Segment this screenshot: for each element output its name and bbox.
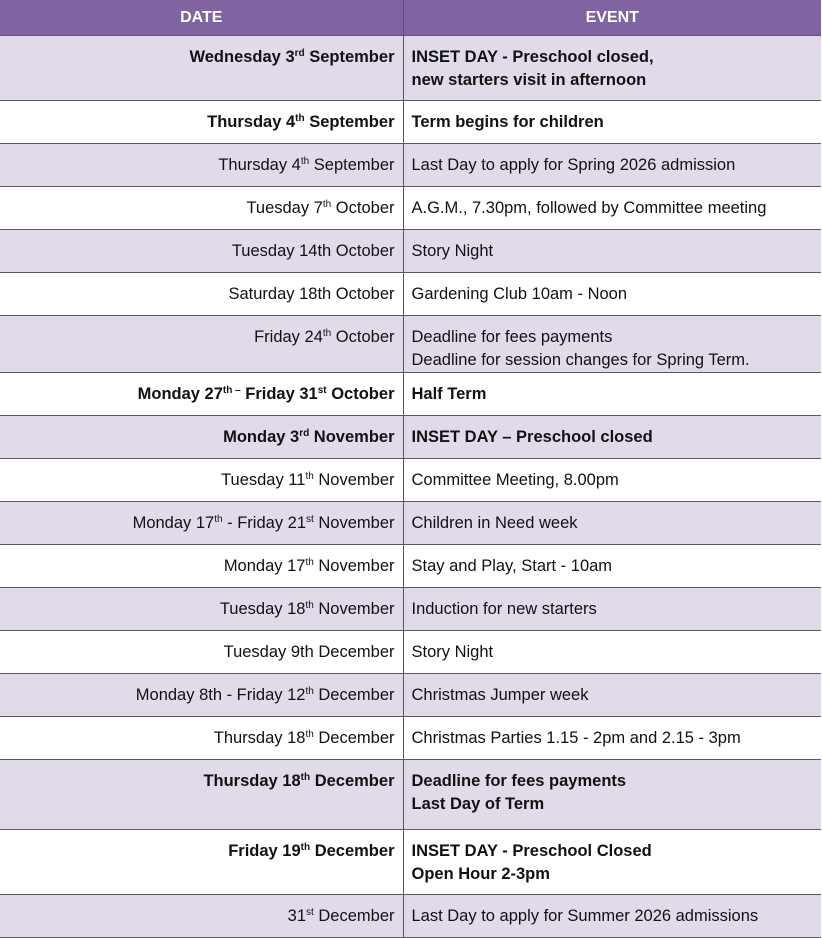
table-row [0, 416, 821, 459]
date-cell: Tuesday 11th November [0, 459, 403, 502]
table-row [0, 273, 821, 316]
event-cell: Gardening Club 10am - Noon [403, 273, 821, 316]
table-row [0, 717, 821, 760]
event-cell: INSET DAY - Preschool Closed Open Hour 2-3pm [403, 830, 821, 895]
date-cell: Thursday 4th September [0, 101, 403, 144]
table-row [0, 588, 821, 631]
date-cell: Monday 3rd November [0, 416, 403, 459]
date-cell: Monday 17th - Friday 21st November [0, 502, 403, 545]
table-row [0, 631, 821, 674]
table-row [0, 36, 821, 101]
table-row [0, 760, 821, 830]
date-cell: Friday 19th December [0, 830, 403, 895]
event-cell: Christmas Jumper week [403, 674, 821, 717]
table-row [0, 230, 821, 273]
event-cell: Children in Need week [403, 502, 821, 545]
date-cell: Monday 8th - Friday 12th December [0, 674, 403, 717]
date-cell: Monday 17th November [0, 545, 403, 588]
date-cell: Monday $27^{th -}$ Friday 31st October [0, 373, 403, 416]
date-cell: Thursday 18th December [0, 717, 403, 760]
date-cell: Friday 24th October [0, 316, 403, 373]
table-row [0, 101, 821, 144]
event-cell: Committee Meeting, 8.00pm [403, 459, 821, 502]
table-row [0, 459, 821, 502]
date-column-header: DATE [0, 0, 403, 36]
header-row [0, 0, 821, 36]
date-cell: Tuesday 7th October [0, 187, 403, 230]
table-row [0, 373, 821, 416]
event-cell: Deadline for fees payments Last Day of Term [403, 760, 821, 830]
date-cell: Tuesday 9th December [0, 631, 403, 674]
date-cell: 31st December [0, 895, 403, 938]
event-cell: Half Term [403, 373, 821, 416]
date-cell: Tuesday 18th November [0, 588, 403, 631]
table-row [0, 545, 821, 588]
event-cell: Christmas Parties 1.15 - 2pm and 2.15 - 3pm [403, 717, 821, 760]
table-row [0, 830, 821, 895]
event-cell: Story Night [403, 631, 821, 674]
table-row [0, 895, 821, 938]
table-row [0, 187, 821, 230]
table-row [0, 316, 821, 373]
event-cell: INSET DAY - Preschool closed, new starters visit in afternoon [403, 36, 821, 101]
event-cell: Last Day to apply for Spring 2026 admission [403, 144, 821, 187]
event-cell: INSET DAY – Preschool closed [403, 416, 821, 459]
date-cell: Tuesday 14th October [0, 230, 403, 273]
event-cell: Deadline for fees payments Deadline for session changes for Spring Term. [403, 316, 821, 373]
event-cell: Last Day to apply for Summer 2026 admissions [403, 895, 821, 938]
date-cell: Wednesday 3rd September [0, 36, 403, 101]
date-cell: Thursday 4th September [0, 144, 403, 187]
event-cell: Term begins for children [403, 101, 821, 144]
table-row [0, 144, 821, 187]
event-column-header: EVENT [403, 0, 821, 36]
event-cell: Induction for new starters [403, 588, 821, 631]
date-cell: Thursday 18th December [0, 760, 403, 830]
table-row [0, 502, 821, 545]
table-row [0, 674, 821, 717]
event-cell: Stay and Play, Start - 10am [403, 545, 821, 588]
event-cell: Story Night [403, 230, 821, 273]
event-cell: A.G.M., 7.30pm, followed by Committee meeting [403, 187, 821, 230]
date-cell: Saturday 18th October [0, 273, 403, 316]
